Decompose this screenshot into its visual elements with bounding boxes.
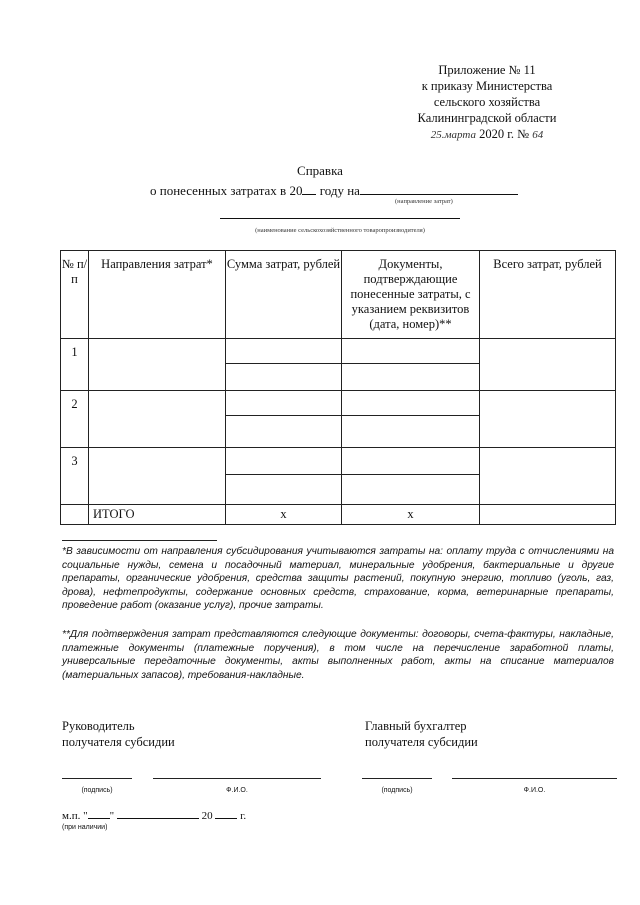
total-cell[interactable] xyxy=(480,448,616,505)
accountant-title-line-2: получателя субсидии xyxy=(365,735,478,749)
row-number: 2 xyxy=(61,391,89,448)
head-signature-line[interactable] xyxy=(62,778,132,779)
annex-handwritten-date: 25.марта xyxy=(430,129,476,141)
subtitle-middle: году на xyxy=(319,183,360,198)
accountant-signature-line[interactable] xyxy=(362,778,432,779)
row-number: 3 xyxy=(61,448,89,505)
stamp-year: 20 xyxy=(201,810,213,822)
accountant-fio-label: Ф.И.О. xyxy=(523,787,546,794)
stamp-quote: " xyxy=(109,810,115,822)
col-header-total: Всего затрат, рублей xyxy=(480,251,616,339)
page-subtitle xyxy=(150,182,518,199)
signature-accountant-title xyxy=(365,718,478,750)
producer-blank xyxy=(220,218,460,219)
total-docs-mark: х xyxy=(342,505,480,525)
direction-cell[interactable] xyxy=(89,391,226,448)
direction-cell[interactable] xyxy=(89,448,226,505)
direction-blank xyxy=(360,182,518,195)
documents-cell[interactable] xyxy=(342,448,480,475)
head-fio-label: Ф.И.О. xyxy=(226,787,248,794)
row-number: 1 xyxy=(61,339,89,391)
col-header-directions: Направления затрат* xyxy=(89,251,226,339)
sum-cell[interactable] xyxy=(226,416,342,448)
direction-cell[interactable] xyxy=(89,339,226,391)
head-title-line-2: получателя субсидии xyxy=(62,735,175,749)
grand-total-cell[interactable] xyxy=(480,505,616,525)
annex-line-4: Калининградской области xyxy=(417,111,557,125)
day-blank[interactable] xyxy=(88,808,110,819)
total-label: ИТОГО xyxy=(89,505,226,525)
annex-handwritten-number: 64 xyxy=(532,129,544,141)
accountant-fio-line[interactable] xyxy=(452,778,617,779)
signature-head-title xyxy=(62,718,175,750)
stamp-date-line xyxy=(62,808,246,831)
total-cell[interactable] xyxy=(480,391,616,448)
sum-cell[interactable] xyxy=(226,364,342,391)
stamp-year-blank[interactable] xyxy=(215,808,237,819)
table-total-row xyxy=(61,505,616,525)
head-signature-label: (подпись) xyxy=(81,787,113,794)
month-blank[interactable] xyxy=(117,808,199,819)
caption-direction: (направление затрат) xyxy=(395,198,453,205)
sum-cell[interactable] xyxy=(226,339,342,364)
footnote-documents: **Для подтверждения затрат представляются следующие документы: договоры, счета-фактуры, накладные, платежные документы (платежные поручения), в том числе на перечисление заработной платы, универсальные передаточные документы, акты выполненных работ, акты на списание материалов (материальных запасов), требования-накладные. xyxy=(62,629,614,681)
page-title: Справка xyxy=(297,163,343,178)
documents-cell[interactable] xyxy=(342,391,480,416)
footnote-costs: *В зависимости от направления субсидирования учитываются затраты на: оплату труда с отчислениями на социальные нужды, семена и посадочный материал, минеральные удобрения, бактериальные и другие препараты, органические удобрения, средства защиты растений, покупную энергию, топливо (уголь, газ, дрова), нефтепродукты, содержание основных средств, страхование, корма, ветеринарные препараты, проведение работ (оказание услуг), прочие затраты. xyxy=(62,546,614,612)
table-header-row xyxy=(61,251,616,339)
documents-cell[interactable] xyxy=(342,416,480,448)
footnote-divider xyxy=(62,540,217,541)
head-fio-line[interactable] xyxy=(153,778,321,779)
stamp-note: (при наличии) xyxy=(62,824,108,831)
col-header-number: № п/п xyxy=(61,251,89,339)
subtitle-prefix: о понесенных затратах в 20 xyxy=(150,183,303,198)
documents-cell[interactable] xyxy=(342,339,480,364)
annex-line-2: к приказу Министерства xyxy=(421,79,553,93)
stamp-suffix: г. xyxy=(240,810,247,822)
total-number-cell xyxy=(61,505,89,525)
annex-line-1: Приложение № 11 xyxy=(438,63,536,77)
documents-cell[interactable] xyxy=(342,475,480,505)
accountant-title-line-1: Главный бухгалтер xyxy=(365,719,467,733)
annex-year-text: 2020 г. № xyxy=(479,127,530,141)
caption-producer: (наименование сельскохозяйственного товаропроизводителя) xyxy=(255,227,425,234)
year-blank xyxy=(302,182,316,195)
table-row xyxy=(61,391,616,416)
head-title-line-1: Руководитель xyxy=(62,719,135,733)
annex-date-line xyxy=(392,126,582,143)
table-row xyxy=(61,448,616,475)
stamp-prefix: м.п. " xyxy=(62,810,88,822)
total-sum-mark: х xyxy=(226,505,342,525)
annex-line-3: сельского хозяйства xyxy=(433,95,541,109)
total-cell[interactable] xyxy=(480,339,616,391)
col-header-documents: Документы, подтверждающие понесенные затраты, с указанием реквизитов (дата, номер)** xyxy=(342,251,480,339)
documents-cell[interactable] xyxy=(342,364,480,391)
table-row xyxy=(61,339,616,364)
annex-block xyxy=(392,62,582,143)
accountant-signature-label: (подпись) xyxy=(381,787,413,794)
sum-cell[interactable] xyxy=(226,475,342,505)
sum-cell[interactable] xyxy=(226,391,342,416)
expense-table xyxy=(60,250,616,525)
col-header-sum: Сумма затрат, рублей xyxy=(226,251,342,339)
sum-cell[interactable] xyxy=(226,448,342,475)
